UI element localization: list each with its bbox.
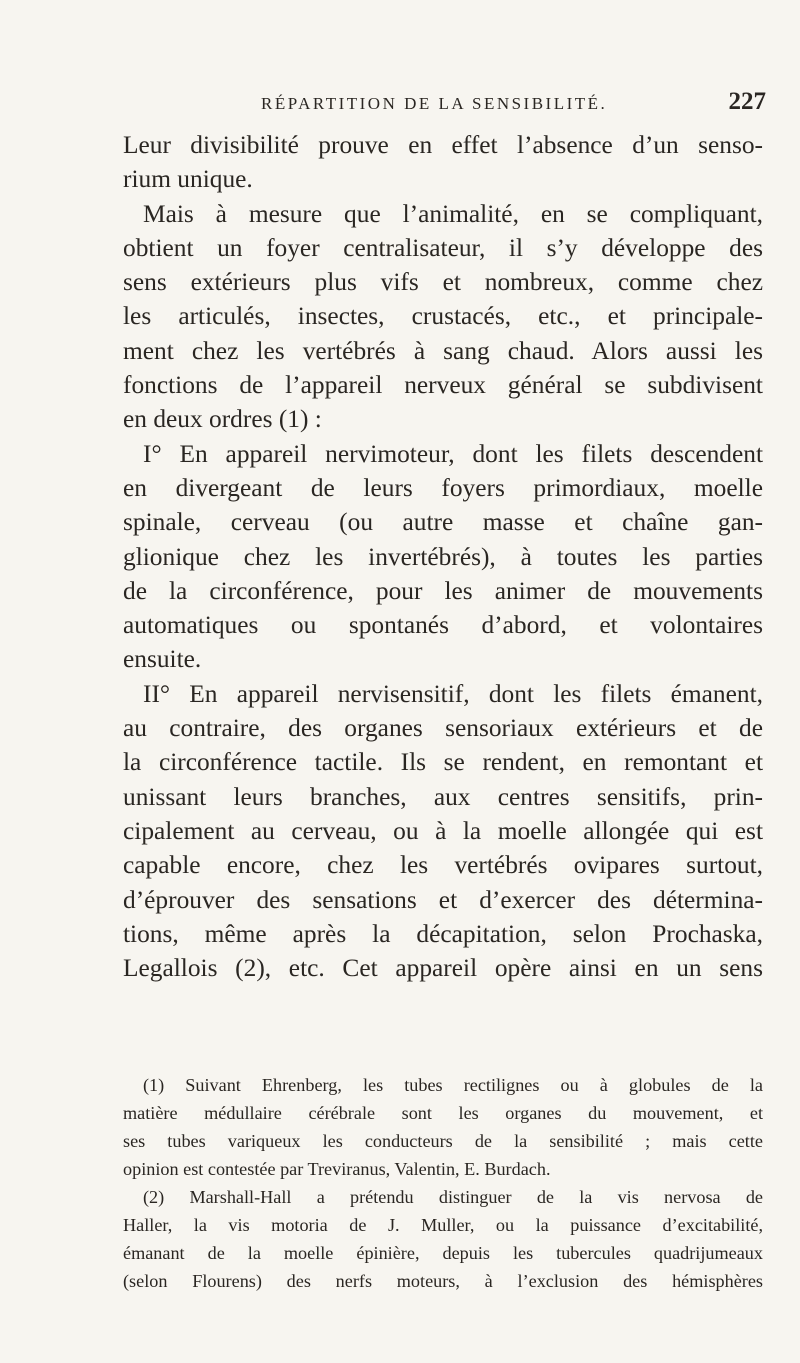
footnote-line: émanant de la moelle épinière, depuis les tubercules quadrijumeaux — [123, 1243, 763, 1263]
text-line: Legallois (2), etc. Cet appareil opère ainsi en un sens — [123, 954, 763, 983]
text-line: en deux ordres (1) : — [123, 405, 322, 434]
footnotes — [123, 1071, 763, 1295]
text-line: cipalement au cerveau, ou à la moelle allongée qui est — [123, 816, 763, 845]
footnote-line: ses tubes variqueux les conducteurs de la sensibilité ; mais cette — [123, 1131, 763, 1151]
running-head: RÉPARTITION DE LA SENSIBILITÉ. — [261, 94, 608, 113]
footnote-line: opinion est contestée par Treviranus, Valentin, E. Burdach. — [123, 1159, 551, 1179]
text-line: Mais à mesure que l’animalité, en se compliquant, — [143, 199, 763, 228]
text-line: I° En appareil nervimoteur, dont les filets descendent — [143, 439, 763, 468]
text-line: capable encore, chez les vertébrés ovipares surtout, — [123, 851, 763, 880]
text-line: rium unique. — [123, 165, 253, 194]
text-line: de la circonférence, pour les animer de mouvements — [123, 576, 763, 605]
text-line: fonctions de l’appareil nerveux général se subdivisent — [123, 371, 763, 400]
page-number: 227 — [728, 88, 766, 115]
text-line: unissant leurs branches, aux centres sensitifs, prin- — [123, 782, 763, 811]
footnote-line: (2) Marshall-Hall a prétendu distinguer de la vis nervosa de — [143, 1187, 763, 1207]
footnote-line: matière médullaire cérébrale sont les organes du mouvement, et — [123, 1103, 763, 1123]
text-line: glionique chez les invertébrés), à toutes les parties — [123, 542, 763, 571]
text-line: les articulés, insectes, crustacés, etc., et principale- — [123, 302, 763, 331]
text-line: ensuite. — [123, 645, 202, 674]
text-line: tions, même après la décapitation, selon Prochaska, — [123, 919, 763, 948]
text-line: au contraire, des organes sensoriaux extérieurs et de — [123, 714, 763, 743]
text-line: d’éprouver des sensations et d’exercer des détermina- — [123, 885, 763, 914]
footnote-line: Haller, la vis motoria de J. Muller, ou la puissance d’excitabilité, — [123, 1215, 763, 1235]
text-line: II° En appareil nervisensitif, dont les filets émanent, — [143, 679, 763, 708]
footnote-line: (selon Flourens) des nerfs moteurs, à l’exclusion des hémisphères — [123, 1271, 763, 1291]
footnote-line: (1) Suivant Ehrenberg, les tubes rectilignes ou à globules de la — [143, 1075, 763, 1095]
text-line: spinale, cerveau (ou autre masse et chaîne gan- — [123, 508, 763, 537]
text-line: ment chez les vertébrés à sang chaud. Alors aussi les — [123, 336, 763, 365]
page-header — [123, 88, 768, 122]
text-line: en divergeant de leurs foyers primordiaux, moelle — [123, 473, 763, 502]
text-line: automatiques ou spontanés d’abord, et volontaires — [123, 611, 763, 640]
text-line: sens extérieurs plus vifs et nombreux, comme chez — [123, 268, 763, 297]
body-text — [123, 128, 763, 985]
text-line: la circonférence tactile. Ils se rendent, en remontant et — [123, 748, 763, 777]
text-line: Leur divisibilité prouve en effet l’absence d’un senso- — [123, 131, 763, 159]
text-line: obtient un foyer centralisateur, il s’y développe des — [123, 233, 763, 262]
